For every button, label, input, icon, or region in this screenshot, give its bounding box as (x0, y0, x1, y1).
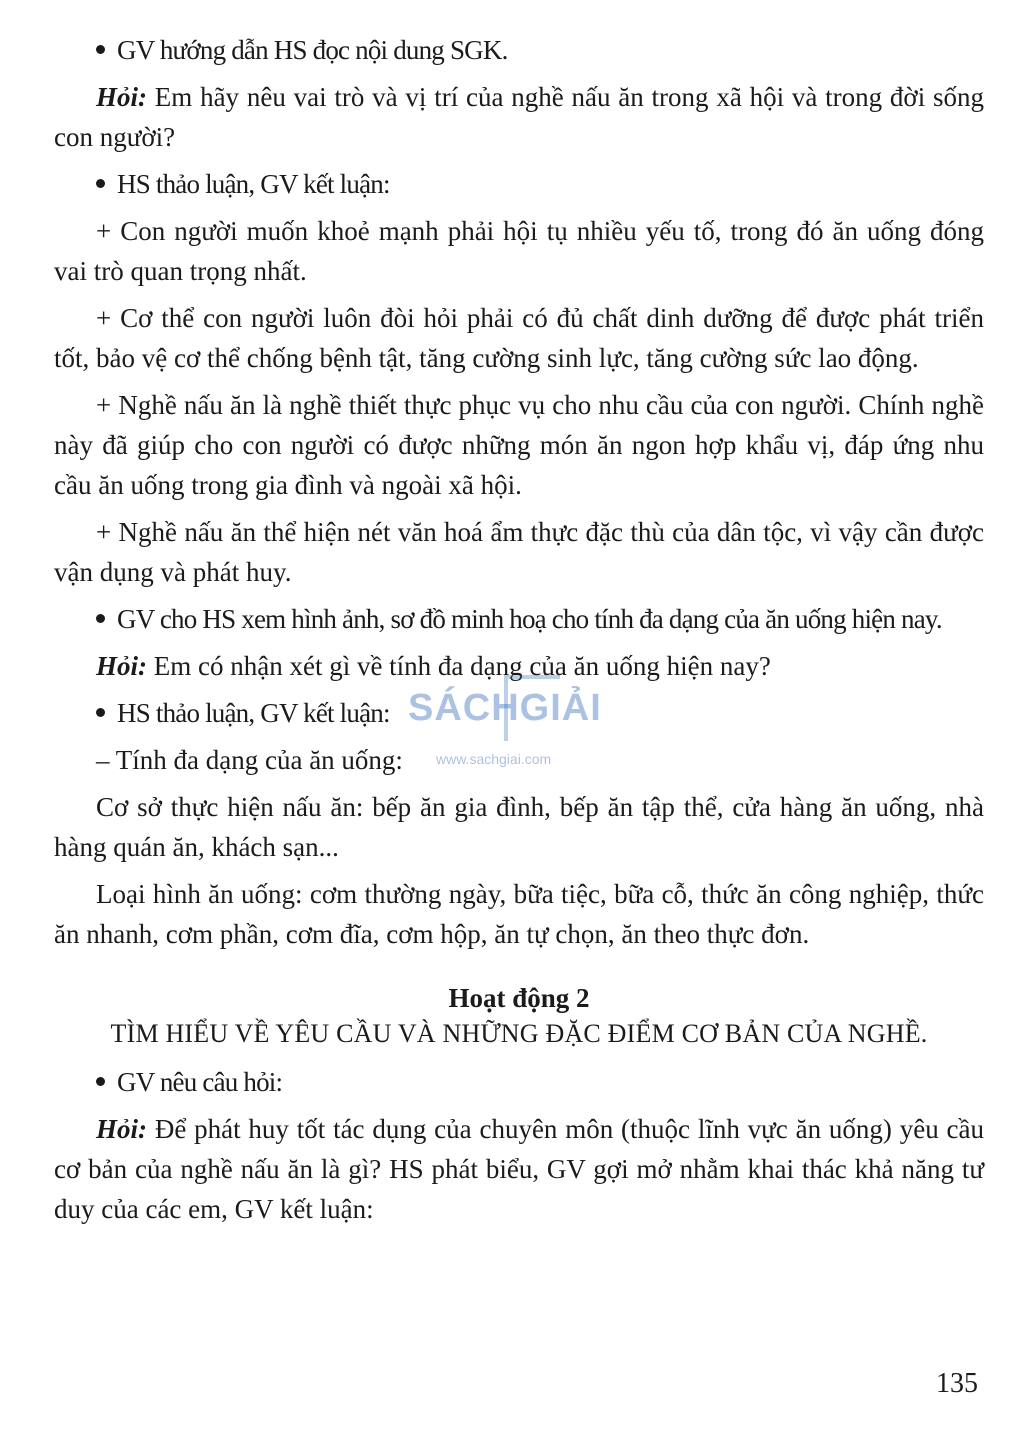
body-text-top (54, 30, 984, 954)
bullet-icon (96, 614, 105, 623)
question-text: Em hãy nêu vai trò và vị trí của nghề nấu ăn trong xã hội và trong đời sống con người? (54, 82, 984, 152)
bullet-text: HS thảo luận, GV kết luận: (117, 698, 390, 728)
text-paragraph: + Cơ thể con người luôn đòi hỏi phải có đủ chất dinh dưỡng để được phát triển tốt, bảo vệ cơ thể chống bệnh tật, tăng cường sinh lực, tăng cường sức lao động. (54, 303, 984, 373)
page-content (54, 30, 984, 1236)
section-subtitle: TÌM HIỂU VỀ YÊU CẦU VÀ NHỮNG ĐẶC ĐIỂM CƠ BẢN CỦA NGHỀ. (110, 1019, 928, 1048)
section-heading (54, 980, 984, 1052)
question-text: Em có nhận xét gì về tính đa dạng của ăn uống hiện nay? (147, 651, 771, 681)
bullet-text: GV nêu câu hỏi: (117, 1067, 283, 1097)
text-paragraph: Loại hình ăn uống: cơm thường ngày, bữa tiệc, bữa cỗ, thức ăn công nghiệp, thức ăn nhanh, cơm phần, cơm đĩa, cơm hộp, ăn tự chọn, ăn theo thực đơn. (54, 879, 984, 949)
section-title: Hoạt động 2 (448, 983, 590, 1013)
bullet-text: GV hướng dẫn HS đọc nội dung SGK. (117, 35, 508, 65)
question-label: Hỏi: (96, 1114, 147, 1144)
watermark-text: SÁCHGIẢI (408, 687, 602, 729)
text-paragraph: Cơ sở thực hiện nấu ăn: bếp ăn gia đình, bếp ăn tập thể, cửa hàng ăn uống, nhà hàng quán ăn, khách sạn... (54, 792, 984, 862)
question-text: Để phát huy tốt tác dụng của chuyên môn (thuộc lĩnh vực ăn uống) yêu cầu cơ bản của nghề nấu ăn là gì? HS phát biểu, GV gợi mở nhằm khai thác khả năng tư duy của các em, GV kết luận: (54, 1114, 984, 1224)
bullet-paragraph (54, 599, 984, 639)
text-paragraph: + Nghề nấu ăn thể hiện nét văn hoá ẩm thực đặc thù của dân tộc, vì vậy cần được vận dụng và phát huy. (54, 517, 984, 587)
bullet-paragraph (54, 1062, 984, 1102)
question-label: Hỏi: (96, 82, 147, 112)
bullet-text: HS thảo luận, GV kết luận: (117, 169, 390, 199)
bullet-paragraph (54, 693, 984, 733)
question-paragraph (54, 1109, 984, 1229)
bullet-icon (96, 708, 105, 717)
bullet-icon (96, 45, 105, 54)
page-number: 135 (936, 1368, 978, 1399)
text-paragraph: – Tính đa dạng của ăn uống: (96, 745, 403, 775)
text-paragraph: + Nghề nấu ăn là nghề thiết thực phục vụ cho nhu cầu của con người. Chính nghề này đã giúp cho con người có được những món ăn ngon hợp khẩu vị, đáp ứng nhu cầu ăn uống trong gia đình và ngoài xã hội. (54, 390, 984, 500)
bullet-text: GV cho HS xem hình ảnh, sơ đồ minh hoạ cho tính đa dạng của ăn uống hiện nay. (117, 604, 942, 634)
bullet-icon (96, 1077, 105, 1086)
body-text-bottom (54, 1062, 984, 1229)
question-label: Hỏi: (96, 651, 147, 681)
text-paragraph: + Con người muốn khoẻ mạnh phải hội tụ nhiều yếu tố, trong đó ăn uống đóng vai trò quan trọng nhất. (54, 216, 984, 286)
bullet-paragraph (54, 30, 984, 70)
bullet-paragraph (54, 164, 984, 204)
question-paragraph (54, 646, 984, 686)
watermark-url: www.sachgiai.com (436, 751, 552, 767)
bullet-icon (96, 179, 105, 188)
question-paragraph (54, 77, 984, 157)
